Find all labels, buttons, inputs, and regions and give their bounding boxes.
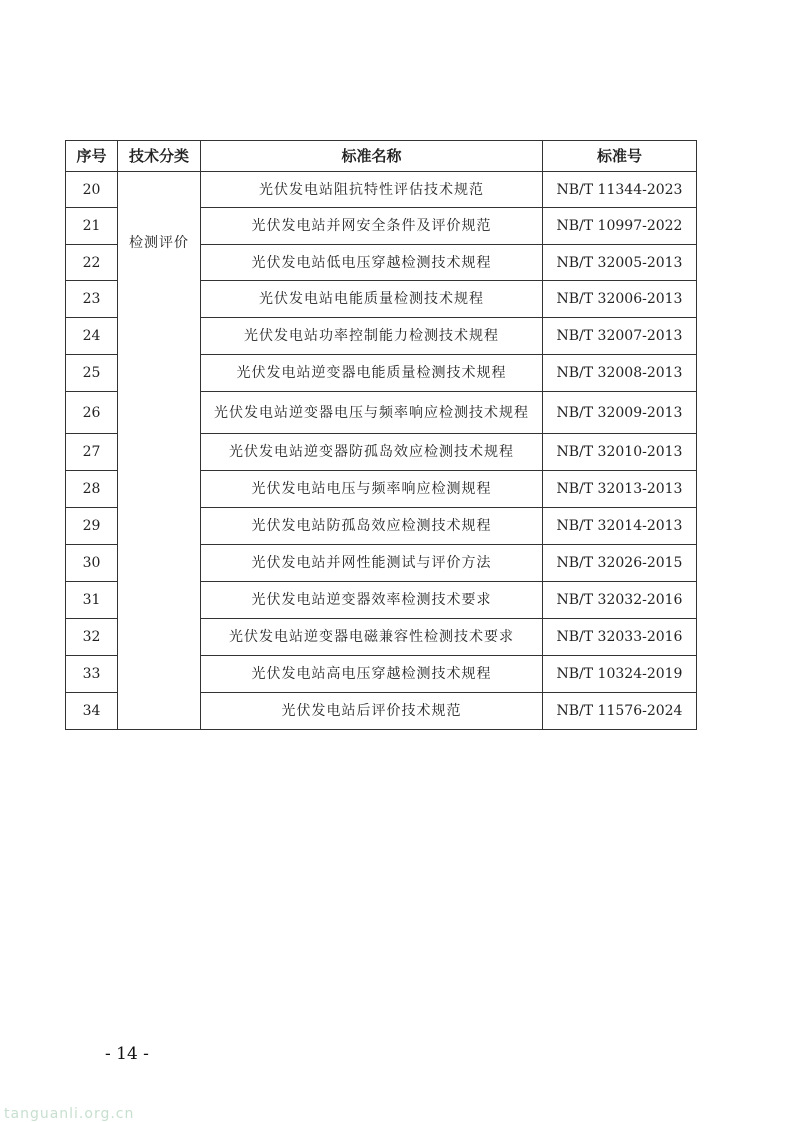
watermark: tanguanli.org.cn [4, 1106, 135, 1122]
row-standard-name: 光伏发电站逆变器防孤岛效应检测技术规程 [201, 434, 543, 471]
row-standard-code: NB/T 32010-2013 [543, 434, 697, 471]
table-row [66, 172, 697, 208]
row-serial-no: 28 [66, 471, 118, 508]
row-serial-no: 32 [66, 619, 118, 656]
row-standard-code: NB/T 32006-2013 [543, 281, 697, 318]
row-serial-no: 29 [66, 508, 118, 545]
row-serial-no: 26 [66, 392, 118, 434]
row-tech-category: 检测评价 [118, 172, 201, 730]
row-standard-code: NB/T 32008-2013 [543, 355, 697, 392]
row-standard-code: NB/T 32009-2013 [543, 392, 697, 434]
row-standard-name: 光伏发电站后评价技术规范 [201, 693, 543, 730]
table-body [66, 172, 697, 730]
row-standard-code: NB/T 32026-2015 [543, 545, 697, 582]
row-standard-name: 光伏发电站防孤岛效应检测技术规程 [201, 508, 543, 545]
row-standard-code: NB/T 10997-2022 [543, 208, 697, 245]
header-standard-code: 标准号 [543, 141, 697, 172]
row-standard-name: 光伏发电站逆变器效率检测技术要求 [201, 582, 543, 619]
row-serial-no: 23 [66, 281, 118, 318]
row-standard-code: NB/T 32005-2013 [543, 245, 697, 281]
row-serial-no: 22 [66, 245, 118, 281]
table-header-row [66, 141, 697, 172]
row-standard-name: 光伏发电站逆变器电压与频率响应检测技术规程 [201, 392, 543, 434]
standards-table [65, 140, 697, 730]
row-standard-code: NB/T 10324-2019 [543, 656, 697, 693]
row-serial-no: 25 [66, 355, 118, 392]
row-standard-code: NB/T 32007-2013 [543, 318, 697, 355]
row-serial-no: 34 [66, 693, 118, 730]
header-serial-no: 序号 [66, 141, 118, 172]
row-serial-no: 24 [66, 318, 118, 355]
row-standard-name: 光伏发电站并网性能测试与评价方法 [201, 545, 543, 582]
page-number: - 14 - [105, 1044, 149, 1064]
row-standard-code: NB/T 11576-2024 [543, 693, 697, 730]
row-standard-code: NB/T 32032-2016 [543, 582, 697, 619]
header-standard-name: 标准名称 [201, 141, 543, 172]
row-serial-no: 31 [66, 582, 118, 619]
row-serial-no: 27 [66, 434, 118, 471]
row-standard-name: 光伏发电站高电压穿越检测技术规程 [201, 656, 543, 693]
row-serial-no: 21 [66, 208, 118, 245]
header-tech-category: 技术分类 [118, 141, 201, 172]
row-standard-name: 光伏发电站电能质量检测技术规程 [201, 281, 543, 318]
row-standard-name: 光伏发电站逆变器电磁兼容性检测技术要求 [201, 619, 543, 656]
row-standard-code: NB/T 32033-2016 [543, 619, 697, 656]
row-standard-name: 光伏发电站电压与频率响应检测规程 [201, 471, 543, 508]
row-standard-name: 光伏发电站并网安全条件及评价规范 [201, 208, 543, 245]
row-serial-no: 33 [66, 656, 118, 693]
row-standard-name: 光伏发电站逆变器电能质量检测技术规程 [201, 355, 543, 392]
row-standard-name: 光伏发电站低电压穿越检测技术规程 [201, 245, 543, 281]
row-serial-no: 30 [66, 545, 118, 582]
row-standard-name: 光伏发电站功率控制能力检测技术规程 [201, 318, 543, 355]
row-serial-no: 20 [66, 172, 118, 208]
row-standard-code: NB/T 11344-2023 [543, 172, 697, 208]
row-standard-name: 光伏发电站阻抗特性评估技术规范 [201, 172, 543, 208]
row-standard-code: NB/T 32013-2013 [543, 471, 697, 508]
row-standard-code: NB/T 32014-2013 [543, 508, 697, 545]
